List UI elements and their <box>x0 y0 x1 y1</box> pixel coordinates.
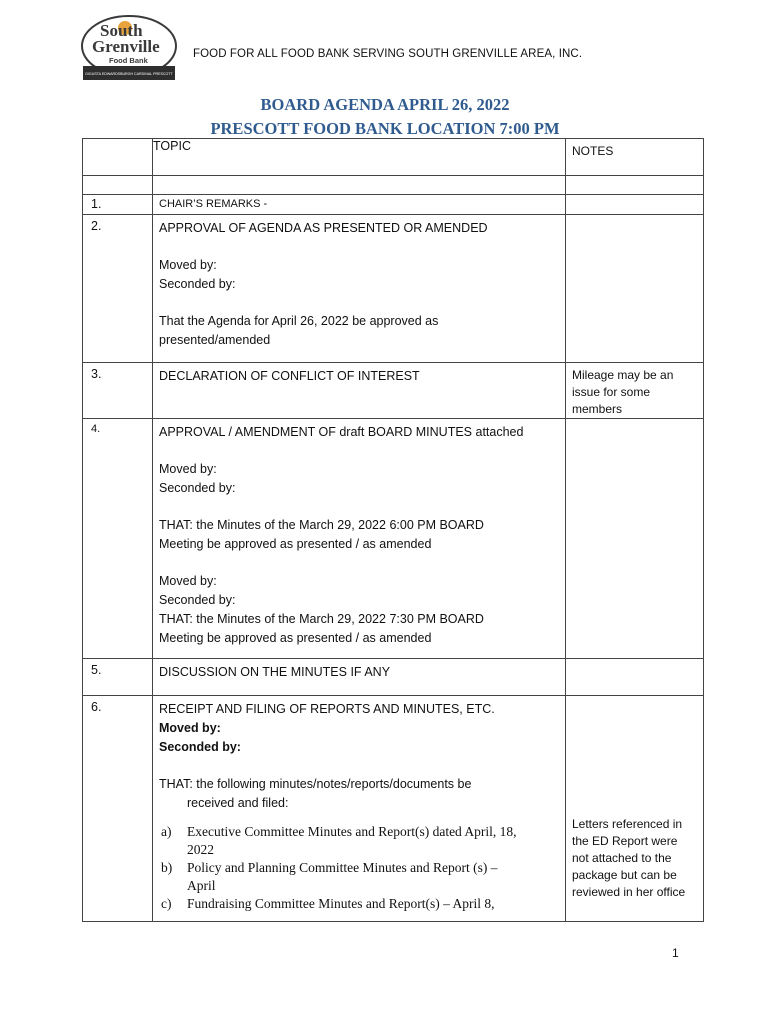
motion-text: THAT: the following minutes/notes/reports/documents be <box>159 777 472 791</box>
note-line: package but can be <box>572 868 677 882</box>
logo-line1: South <box>100 21 143 40</box>
notes-header: NOTES <box>566 139 704 176</box>
topic-heading: APPROVAL / AMENDMENT OF draft BOARD MINUTES attached <box>159 425 524 439</box>
seconded-by: Seconded by: <box>159 277 236 291</box>
row-number: 2. <box>83 215 153 363</box>
list-item-text-cont: 2022 <box>187 842 214 857</box>
table-row <box>83 696 704 922</box>
list-item-text: Policy and Planning Committee Minutes and Report (s) – <box>187 860 498 875</box>
list-item-text: Fundraising Committee Minutes and Report(s) – April 8, <box>187 896 495 911</box>
topic-heading: DISCUSSION ON THE MINUTES IF ANY <box>159 665 391 679</box>
row-topic: CHAIR’S REMARKS - <box>153 195 566 215</box>
note-line: not attached to the <box>572 851 672 865</box>
motion-text: That the Agenda for April 26, 2022 be approved as <box>159 314 439 328</box>
row-notes <box>566 419 704 659</box>
list-item <box>161 859 559 895</box>
logo-line3: Food Bank <box>109 56 148 65</box>
note-line: reviewed in her office <box>572 885 686 899</box>
agenda-table <box>82 138 704 922</box>
seconded-by: Seconded by: <box>159 740 241 754</box>
row-topic <box>153 363 566 419</box>
list-item-text: Executive Committee Minutes and Report(s) dated April, 18, <box>187 824 517 839</box>
list-item <box>161 895 559 913</box>
motion-text-cont: Meeting be approved as presented / as amended <box>159 631 432 645</box>
note-line: issue for some <box>572 385 651 399</box>
motion-text-cont: received and filed: <box>187 796 289 810</box>
motion-text-cont: Meeting be approved as presented / as amended <box>159 537 432 551</box>
motion-text: THAT: the Minutes of the March 29, 2022 6:00 PM BOARD <box>159 518 484 532</box>
organization-name: FOOD FOR ALL FOOD BANK SERVING SOUTH GRENVILLE AREA, INC. <box>193 48 583 60</box>
food-bank-logo <box>80 12 178 82</box>
moved-by: Moved by: <box>159 258 217 272</box>
row-number: 5. <box>83 659 153 696</box>
table-row <box>83 659 704 696</box>
logo-line2: Grenville <box>92 37 160 56</box>
agenda-location: PRESCOTT FOOD BANK LOCATION 7:00 PM <box>210 119 560 138</box>
reports-list <box>159 823 559 913</box>
row-notes <box>566 363 704 419</box>
row-number: 3. <box>83 363 153 419</box>
note-line: Letters referenced in <box>572 817 683 831</box>
motion-text-cont: presented/amended <box>159 333 271 347</box>
spacer-row <box>83 176 704 195</box>
header-num-cell <box>83 139 153 176</box>
list-item-label: c) <box>161 896 172 911</box>
topic-heading: DECLARATION OF CONFLICT OF INTEREST <box>159 369 420 383</box>
note-line: the ED Report were <box>572 834 678 848</box>
row-topic <box>153 659 566 696</box>
moved-by: Moved by: <box>159 574 217 588</box>
row-notes <box>566 195 704 215</box>
logo-line4: DIGUSTA EDWARDSBURGH CARDINAL PRESCOTT <box>85 72 173 76</box>
row-topic <box>153 215 566 363</box>
row-topic <box>153 696 566 922</box>
agenda-title: BOARD AGENDA APRIL 26, 2022 <box>260 95 510 114</box>
row-topic <box>153 419 566 659</box>
row-notes <box>566 215 704 363</box>
topic-header: TOPIC <box>153 139 566 176</box>
seconded-by: Seconded by: <box>159 593 236 607</box>
list-item <box>161 823 559 859</box>
row-number: 6. <box>83 696 153 922</box>
row-notes <box>566 659 704 696</box>
list-item-text-cont: April <box>187 878 216 893</box>
table-header-row <box>83 139 704 176</box>
note-line: Mileage may be an <box>572 368 674 382</box>
motion-text: THAT: the Minutes of the March 29, 2022 7:30 PM BOARD <box>159 612 484 626</box>
row-number: 1. <box>83 195 153 215</box>
topic-heading: APPROVAL OF AGENDA AS PRESENTED OR AMENDED <box>159 221 488 235</box>
table-row <box>83 363 704 419</box>
row-number: 4. <box>83 419 153 659</box>
topic-heading: RECEIPT AND FILING OF REPORTS AND MINUTES, ETC. <box>159 702 495 716</box>
table-row <box>83 215 704 363</box>
row-notes <box>566 696 704 922</box>
page-number: 1 <box>672 946 679 960</box>
list-item-label: a) <box>161 824 172 839</box>
note-line: members <box>572 402 623 416</box>
list-item-label: b) <box>161 860 173 875</box>
table-row <box>83 419 704 659</box>
moved-by: Moved by: <box>159 721 221 735</box>
table-row <box>83 195 704 215</box>
moved-by: Moved by: <box>159 462 217 476</box>
seconded-by: Seconded by: <box>159 481 236 495</box>
